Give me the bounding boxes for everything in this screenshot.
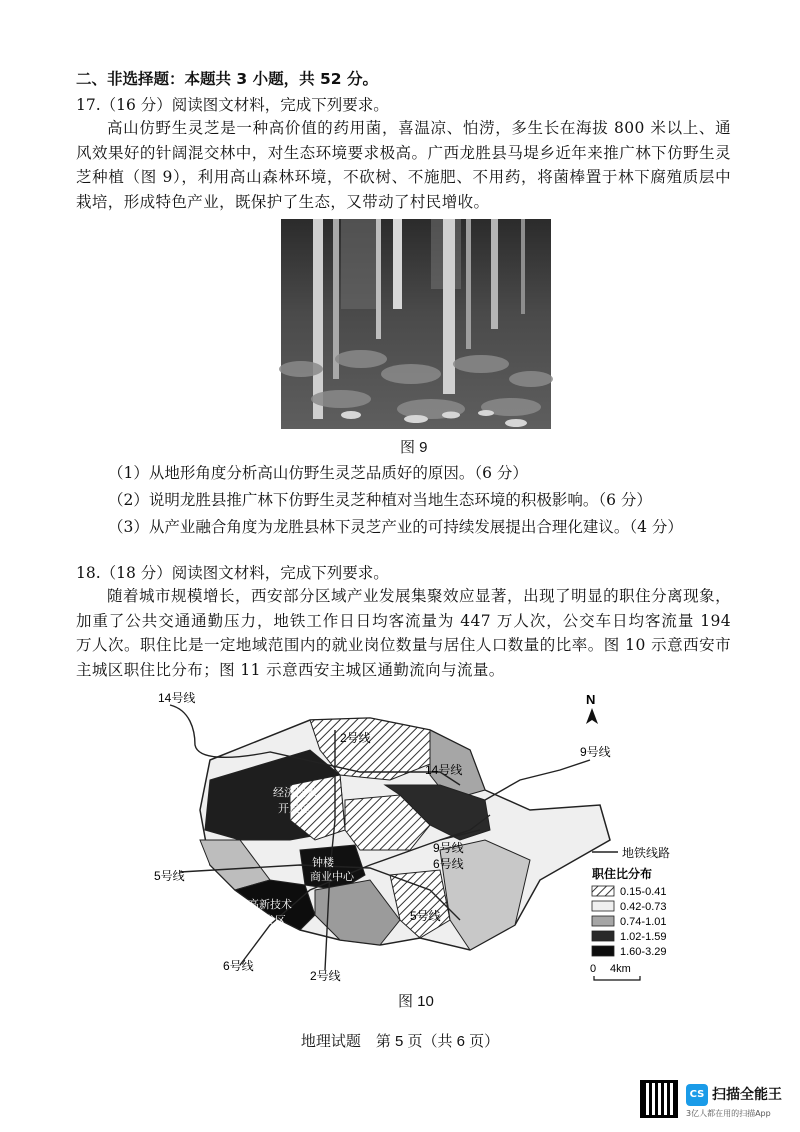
legend-swatch-4 <box>592 931 614 941</box>
legend-range-5: 1.60-3.29 <box>620 946 667 958</box>
metro-line-9 <box>485 760 590 800</box>
label-line6-a: 6号线 <box>433 857 464 871</box>
label-line9-a: 9号线 <box>580 745 611 759</box>
label-line14-a: 14号线 <box>158 691 196 705</box>
label-econ-dev-1: 经济技术 <box>273 787 317 799</box>
legend-swatch-2 <box>592 901 614 911</box>
section-heading: 二、非选择题：本题共 3 小题，共 52 分。 <box>76 70 378 88</box>
north-arrow-icon <box>586 708 598 724</box>
forest-image <box>281 219 551 429</box>
scanner-slogan: 3亿人都在用的扫描App <box>686 1109 771 1118</box>
q17-material: 高山仿野生灵芝是一种高价值的药用菌，喜温凉、怕涝，多生长在海拔 800 米以上、通风效果好的针阔混交林中，对生态环境要求极高。广西龙胜县马堤乡近年来推广林下仿野生灵芝种植（图 9），利用高山森林环境，不砍树、不施肥、不用药，将菌棒置于林下腐殖质层中栽培，形成特色产业，既保护了生态，又带动了村民增收。 <box>76 119 731 211</box>
legend-range-2: 0.42-0.73 <box>620 901 667 913</box>
q18-title: 18.（18 分）阅读图文材料，完成下列要求。 <box>76 564 389 582</box>
q18-material: 随着城市规模增长，西安部分区域产业发展集聚效应显著，出现了明显的职住分离现象，加重了公共交通通勤压力，地铁工作日日均客流量为 447 万人次，公交车日均客流量 194 万人次。职住比是一定地域范围内的就业岗位数量与居住人口数量的比率。图 10 示意西安市主城区职住比分布；图 11 示意西安主城区通勤流向与流量。 <box>76 587 731 679</box>
label-center-1: 钟楼 <box>312 857 334 869</box>
qr-code-icon <box>640 1080 678 1118</box>
q17-sub1: （1）从地形角度分析高山仿野生灵芝品质好的原因。（6 分） <box>108 464 528 482</box>
lingzhi-forest-photo <box>281 219 551 429</box>
label-line14-b: 14号线 <box>425 763 463 777</box>
label-hitech-1: 高新技术 <box>248 899 292 911</box>
q17-title: 17.（16 分）阅读图文材料，完成下列要求。 <box>76 96 389 114</box>
q17-sub2: （2）说明龙胜县推广林下仿野生灵芝种植对当地生态环境的积极影响。（6 分） <box>108 491 652 509</box>
legend-swatch-1 <box>592 886 614 896</box>
camscanner-logo: CS <box>686 1084 708 1106</box>
legend-swatch-3 <box>592 916 614 926</box>
label-line6-b: 6号线 <box>223 959 254 973</box>
label-line2-a: 2号线 <box>340 731 371 745</box>
legend-range-4: 1.02-1.59 <box>620 931 667 943</box>
scanner-badge <box>640 1080 790 1120</box>
legend-title: 职住比分布 <box>592 867 653 881</box>
label-center-2: 商业中心 <box>310 871 354 883</box>
scale-bar <box>594 976 640 980</box>
page-footer: 地理试题 第 5 页（共 6 页） <box>300 1033 500 1050</box>
north-label: N <box>586 692 596 707</box>
figure9-caption: 图 9 <box>400 439 428 456</box>
label-econ-dev-2: 开发区 <box>278 803 311 815</box>
label-line9-b: 9号线 <box>433 841 464 855</box>
label-line5-b: 5号线 <box>410 909 441 923</box>
label-hitech-2: 开发区 <box>253 915 286 927</box>
legend-metro-label: 地铁线路 <box>622 846 671 860</box>
legend-swatch-5 <box>592 946 614 956</box>
legend-range-1: 0.15-0.41 <box>620 886 667 898</box>
scanner-name: 扫描全能王 <box>712 1087 782 1103</box>
label-line2-b: 2号线 <box>310 969 341 983</box>
figure10-caption: 图 10 <box>398 993 434 1010</box>
scale-zero: 0 <box>590 963 597 975</box>
map-svg <box>140 690 671 990</box>
xian-jobs-housing-ratio-map <box>140 690 671 990</box>
q17-sub3: （3）从产业融合角度为龙胜县林下灵芝产业的可持续发展提出合理化建议。（4 分） <box>108 518 683 536</box>
legend-range-3: 0.74-1.01 <box>620 916 667 928</box>
label-line5-a: 5号线 <box>154 869 185 883</box>
scale-distance: 4km <box>610 963 631 975</box>
